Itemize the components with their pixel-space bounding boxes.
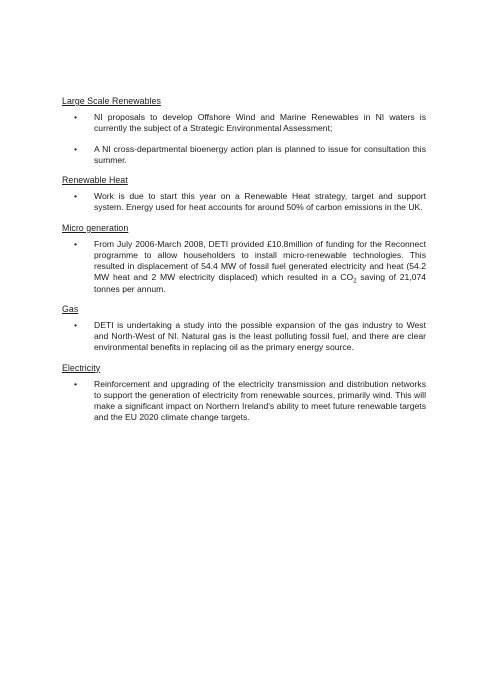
bullet-list [62,191,426,213]
bullet-text-part: From July 2006-March 2008, DETI provided £10.8million of funding for the Reconnect programme to allow householders to install micro-renewable technologies. This resulted in displacement of 54.4 MW of fossil fuel generated electricity and heat (54.2 MW heat and 2 MW electricity displaced) which resulted in a CO [94,238,426,283]
document-body [62,96,426,433]
bullet-item [62,320,426,354]
bullet-list [62,379,426,424]
section-renewable-heat [62,175,426,214]
section-electricity [62,363,426,424]
bullet-icon: • [74,378,78,389]
bullet-item [62,144,426,166]
bullet-text: Work is due to start this year on a Renewable Heat strategy, target and support system. Energy used for heat accounts for around 50% of carbon emissions in the UK. [94,191,426,213]
bullet-text: NI proposals to develop Offshore Wind and Marine Renewables in NI waters is currently the subject of a Strategic Environmental Assessment; [94,112,426,134]
bullet-item [62,379,426,424]
bullet-text [94,239,426,294]
section-heading: Renewable Heat [62,175,128,186]
bullet-text: A NI cross-departmental bioenergy action plan is planned to issue for consultation this summer. [94,143,426,165]
co2-subscript: 2 [353,279,357,286]
section-micro-generation [62,223,426,295]
bullet-text: Reinforcement and upgrading of the electricity transmission and distribution networks to support the generation of electricity from renewable sources, primarily wind. This will make a significant impact on Northern Ireland's ability to meet future renewable targets and the EU 2020 climate change targets. [94,378,426,423]
bullet-item [62,112,426,134]
bullet-icon: • [74,238,78,249]
section-large-scale-renewables [62,96,426,166]
bullet-item [62,239,426,295]
bullet-list [62,320,426,354]
section-heading: Electricity [62,362,101,373]
section-heading: Large Scale Renewables [62,96,161,106]
bullet-icon: • [74,143,78,154]
bullet-text-part: saving of 21,074 tonnes per annum. [94,272,426,294]
section-gas [62,304,426,354]
bullet-icon: • [74,191,78,202]
bullet-text: DETI is undertaking a study into the possible expansion of the gas industry to West and North-West of NI. Natural gas is the least polluting fossil fuel, and there are clear environmental benefits in replacing oil as the primary energy source. [94,320,426,353]
bullet-list [62,112,426,166]
section-heading: Gas [62,303,79,314]
bullet-icon: • [74,112,78,123]
bullet-item [62,191,426,213]
bullet-icon: • [74,320,78,331]
section-heading: Micro generation [62,222,129,233]
bullet-list [62,239,426,295]
